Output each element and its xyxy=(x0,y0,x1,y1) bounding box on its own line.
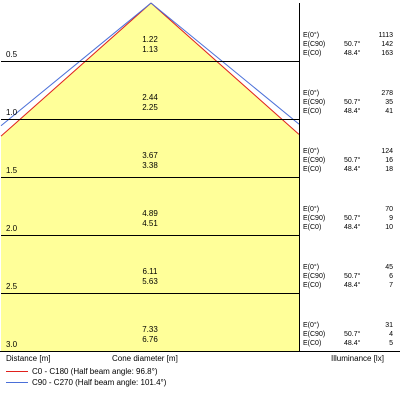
illuminance-value: 142 xyxy=(381,41,393,48)
illuminance-key: E(C0) xyxy=(303,166,322,173)
illuminance-row xyxy=(303,205,393,214)
illuminance-block xyxy=(303,205,393,235)
illuminance-angle: 48.4° xyxy=(344,166,361,173)
illuminance-value: 35 xyxy=(385,99,393,106)
illuminance-axis-label: Illuminance [lx] xyxy=(331,354,384,363)
illuminance-block xyxy=(303,321,393,351)
legend-item-c0-c180 xyxy=(6,367,157,376)
illuminance-key: E(C90) xyxy=(303,41,326,48)
distance-label: 1.0 xyxy=(6,108,18,117)
legend-text-c0-c180: C0 - C180 (Half beam angle: 96.8°) xyxy=(32,367,158,376)
illuminance-key: E(C0) xyxy=(303,50,322,57)
distance-label: 3.0 xyxy=(6,340,18,349)
illuminance-key: E(0°) xyxy=(303,206,320,213)
illuminance-value: 278 xyxy=(381,90,393,97)
illuminance-value: 9 xyxy=(389,215,393,222)
illuminance-value: 45 xyxy=(385,264,393,271)
illuminance-key: E(C90) xyxy=(303,157,326,164)
illuminance-value: 1113 xyxy=(378,32,393,39)
illuminance-value: 5 xyxy=(389,340,393,347)
illuminance-key: E(C0) xyxy=(303,224,322,231)
illuminance-angle: 48.4° xyxy=(344,224,361,231)
legend-line-c90-c270 xyxy=(6,382,28,383)
illuminance-row xyxy=(303,98,393,107)
cone-diameter-axis-label: Cone diameter [m] xyxy=(112,354,178,363)
illuminance-block xyxy=(303,147,393,177)
distance-axis-label: Distance [m] xyxy=(6,354,51,363)
illuminance-key: E(C0) xyxy=(303,282,322,289)
illuminance-angle: 48.4° xyxy=(344,50,361,57)
illuminance-value: 18 xyxy=(385,166,393,173)
illuminance-angle: 50.7° xyxy=(344,157,361,164)
illuminance-key: E(C90) xyxy=(303,99,326,106)
illuminance-key: E(C0) xyxy=(303,108,322,115)
cone-diameter-c90: 1.13 xyxy=(142,45,158,54)
illuminance-key: E(C0) xyxy=(303,340,322,347)
cone-diameter-c90: 5.63 xyxy=(142,277,158,286)
illuminance-row xyxy=(303,272,393,281)
illuminance-row xyxy=(303,214,393,223)
illuminance-angle: 50.7° xyxy=(344,331,361,338)
legend-line-c0-c180 xyxy=(6,371,28,372)
cone-diameter-c0: 1.22 xyxy=(142,35,158,44)
illuminance-row xyxy=(303,156,393,165)
illuminance-row xyxy=(303,31,393,40)
illuminance-value: 6 xyxy=(389,273,393,280)
illuminance-key: E(C90) xyxy=(303,273,326,280)
illuminance-row xyxy=(303,49,393,58)
illuminance-row xyxy=(303,330,393,339)
distance-label: 2.5 xyxy=(6,282,18,291)
illuminance-value: 70 xyxy=(385,206,393,213)
illuminance-key: E(0°) xyxy=(303,32,320,39)
illuminance-angle: 50.7° xyxy=(344,99,361,106)
illuminance-angle: 48.4° xyxy=(344,108,361,115)
illuminance-angle: 50.7° xyxy=(344,215,361,222)
illuminance-block xyxy=(303,263,393,293)
illuminance-row xyxy=(303,339,393,348)
illuminance-key: E(0°) xyxy=(303,322,320,329)
illuminance-value: 41 xyxy=(385,108,393,115)
cone-diameter-c0: 3.67 xyxy=(142,151,158,160)
illuminance-angle: 50.7° xyxy=(344,41,361,48)
illuminance-value: 16 xyxy=(385,157,393,164)
illuminance-row xyxy=(303,165,393,174)
cone-diameter-c90: 2.25 xyxy=(142,103,158,112)
distance-label: 1.5 xyxy=(6,166,18,175)
cone-diameter-c0: 7.33 xyxy=(142,325,158,334)
illuminance-row xyxy=(303,263,393,272)
illuminance-row xyxy=(303,281,393,290)
illuminance-row xyxy=(303,89,393,98)
illuminance-value: 163 xyxy=(381,50,393,57)
illuminance-angle: 48.4° xyxy=(344,282,361,289)
illuminance-row xyxy=(303,321,393,330)
illuminance-value: 124 xyxy=(381,148,393,155)
illuminance-row xyxy=(303,107,393,116)
illuminance-row xyxy=(303,40,393,49)
legend-text-c90-c270: C90 - C270 (Half beam angle: 101.4°) xyxy=(32,378,167,387)
cone-diameter-c90: 4.51 xyxy=(142,219,158,228)
cone-diameter-c0: 6.11 xyxy=(142,267,158,276)
cone-diameter-c0: 2.44 xyxy=(142,93,158,102)
illuminance-row xyxy=(303,147,393,156)
illuminance-key: E(C90) xyxy=(303,331,326,338)
illuminance-key: E(0°) xyxy=(303,148,320,155)
cone-diameter-c90: 3.38 xyxy=(142,161,158,170)
illuminance-block xyxy=(303,89,393,119)
cone-diameter-c90: 6.76 xyxy=(142,335,158,344)
illuminance-value: 10 xyxy=(385,224,393,231)
illuminance-angle: 48.4° xyxy=(344,340,361,347)
distance-label: 2.0 xyxy=(6,224,18,233)
illuminance-block xyxy=(303,31,393,61)
illuminance-key: E(0°) xyxy=(303,90,320,97)
cone-diameter-c0: 4.89 xyxy=(142,209,158,218)
illuminance-value: 4 xyxy=(389,331,393,338)
illuminance-value: 7 xyxy=(389,282,393,289)
legend-item-c90-c270 xyxy=(6,378,166,387)
illuminance-angle: 50.7° xyxy=(344,273,361,280)
illuminance-row xyxy=(303,223,393,232)
illuminance-key: E(C90) xyxy=(303,215,326,222)
illuminance-value: 31 xyxy=(385,322,393,329)
distance-label: 0.5 xyxy=(6,50,18,59)
illuminance-key: E(0°) xyxy=(303,264,320,271)
